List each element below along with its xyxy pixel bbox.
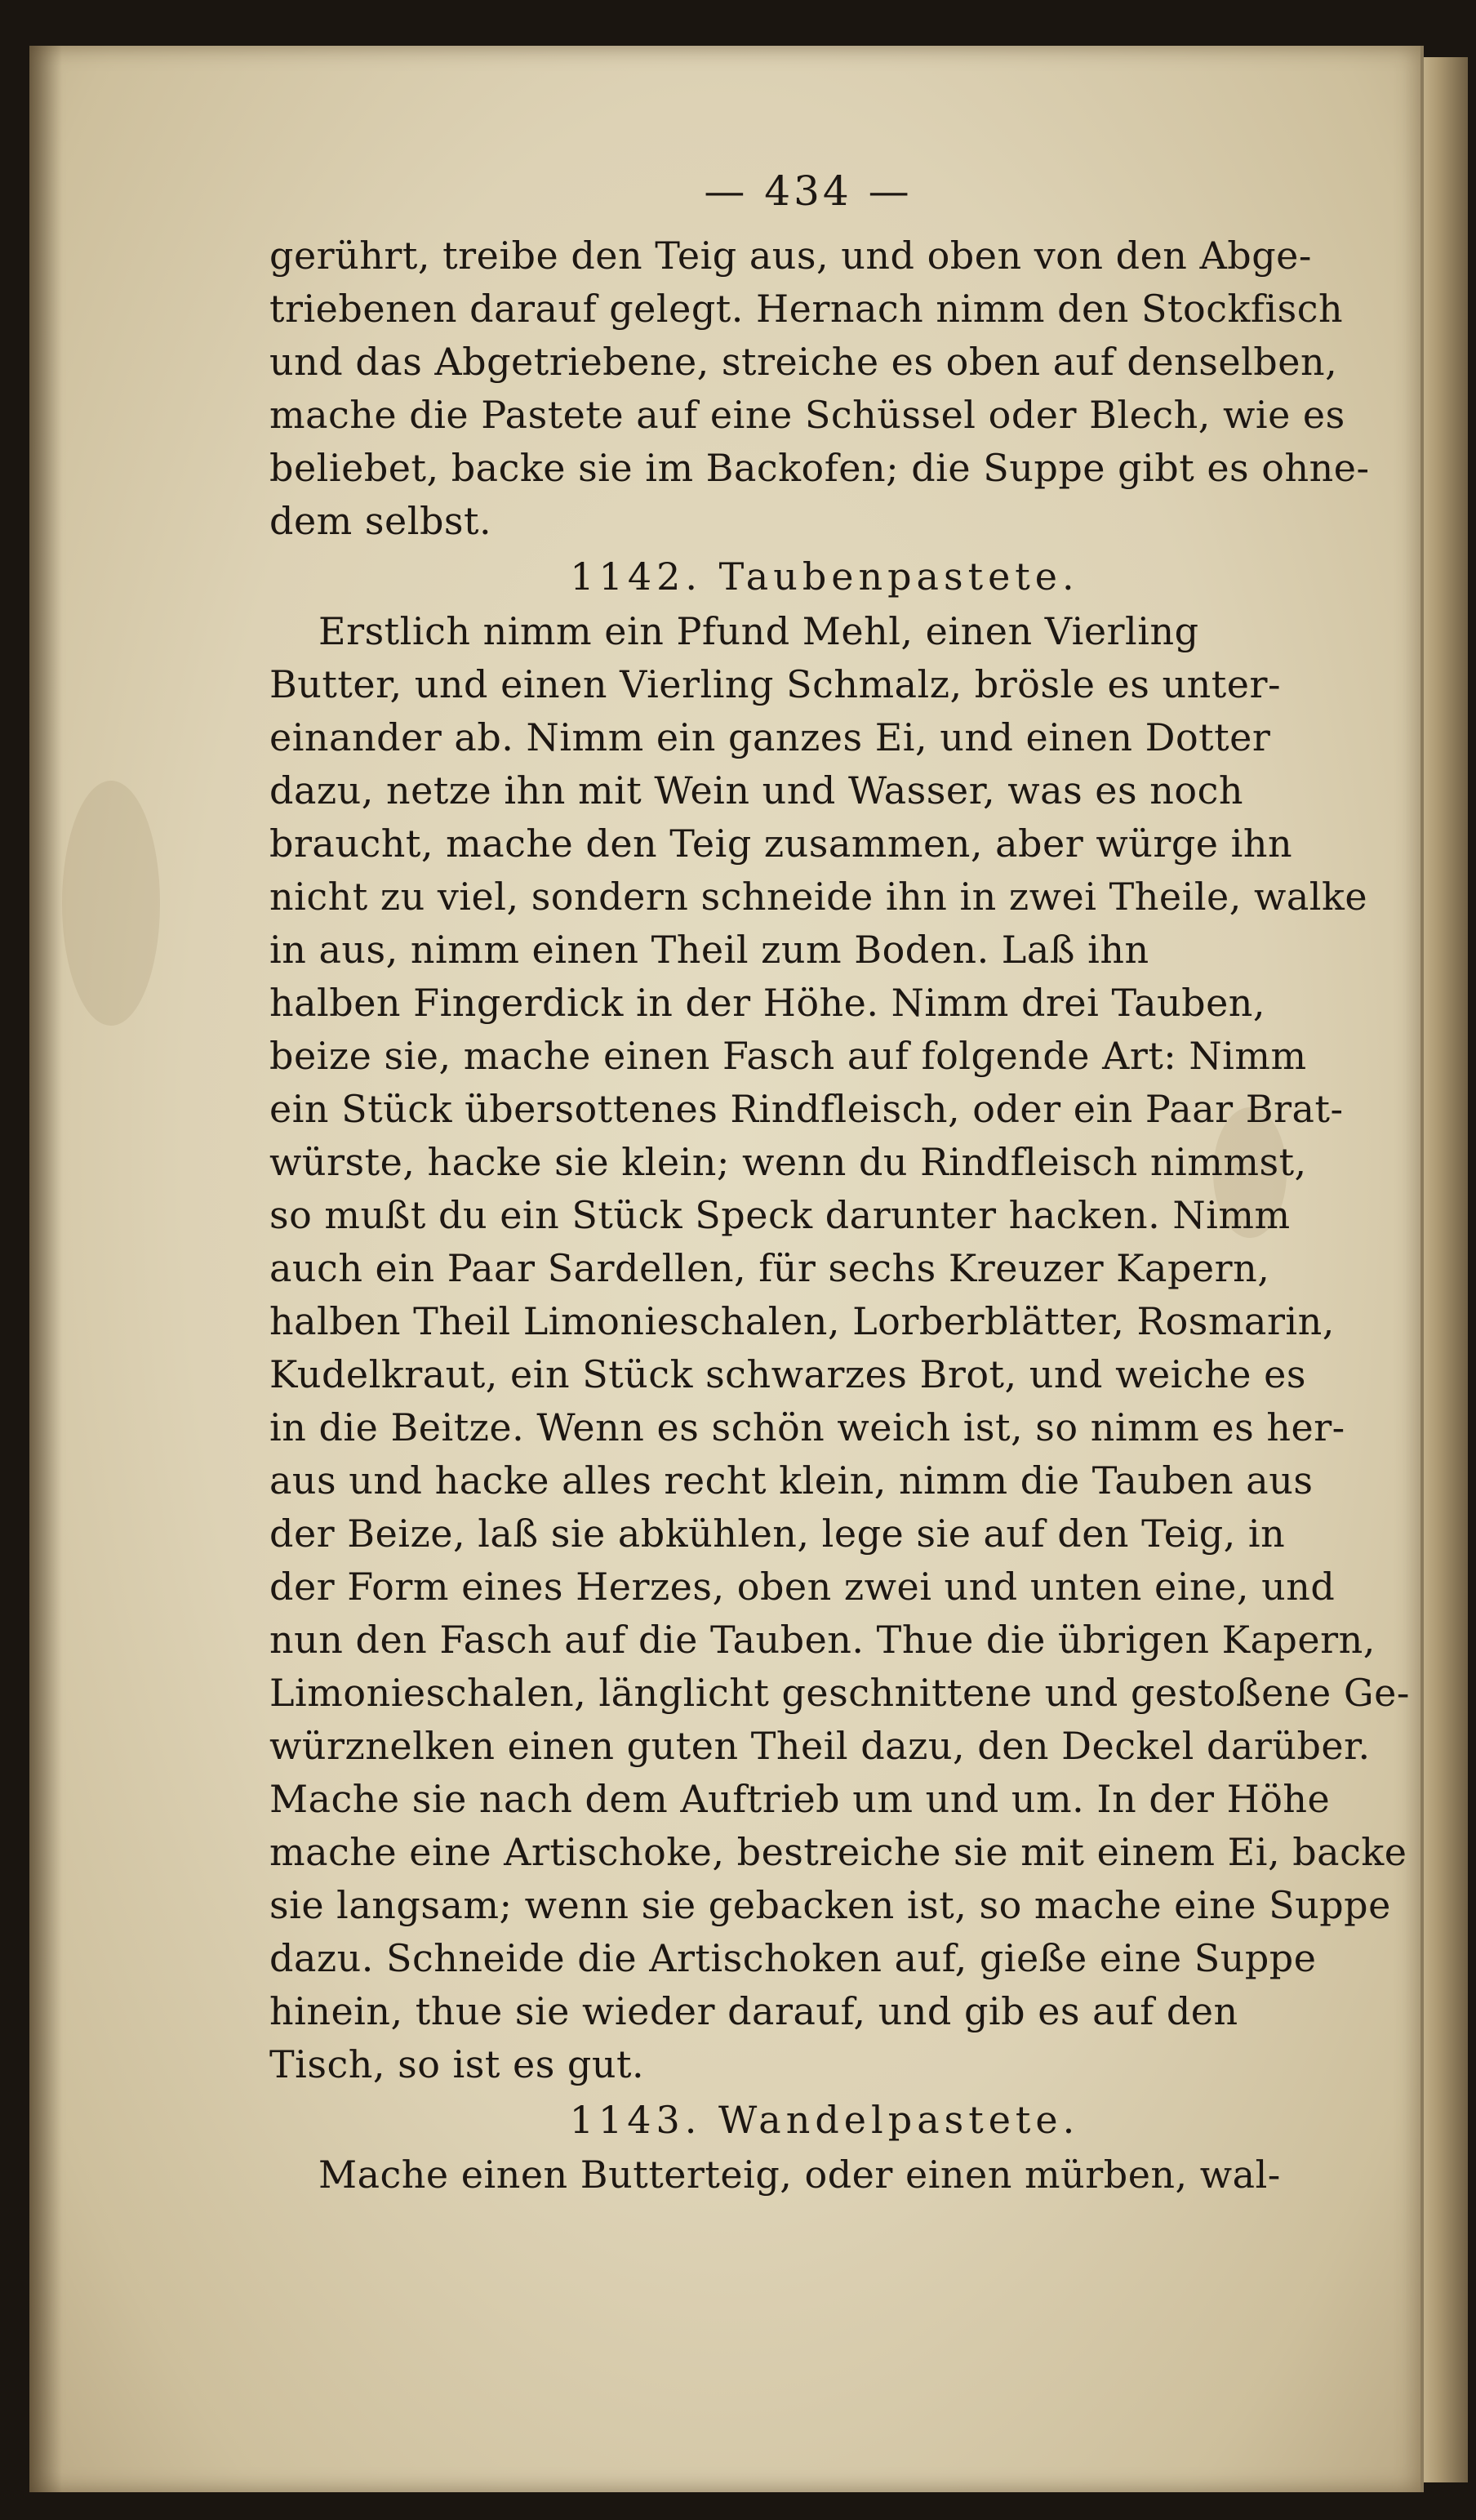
text-line: halben Fingerdick in der Höhe. Nimm drei Tauben, bbox=[269, 981, 1266, 1025]
text-line: sie langsam; wenn sie gebacken ist, so mache eine Suppe bbox=[269, 1883, 1391, 1927]
text-line: mache die Pastete auf eine Schüssel oder Blech, wie es bbox=[269, 393, 1345, 437]
text-line: Mache sie nach dem Auftrieb um und um. In der Höhe bbox=[269, 1777, 1331, 1821]
text-line: Tisch, so ist es gut. bbox=[269, 2042, 645, 2086]
text-line: mache eine Artischoke, bestreiche sie mit einem Ei, backe bbox=[269, 1830, 1407, 1874]
text-line: aus und hacke alles recht klein, nimm die Tauben aus bbox=[269, 1458, 1314, 1503]
text-line: Erstlich nimm ein Pfund Mehl, einen Vierling bbox=[318, 609, 1199, 653]
text-line: beize sie, mache einen Fasch auf folgende Art: Nimm bbox=[269, 1034, 1307, 1078]
paper-stain bbox=[62, 781, 160, 1026]
recipe-body-1142 bbox=[269, 605, 1410, 2091]
recipe-body-1143 bbox=[269, 2148, 1380, 2202]
text-line: so mußt du ein Stück Speck darunter hacken. Nimm bbox=[269, 1193, 1291, 1237]
text-line: der Form eines Herzes, oben zwei und unten eine, und bbox=[269, 1565, 1336, 1609]
text-line: Kudelkraut, ein Stück schwarzes Brot, und weiche es bbox=[269, 1352, 1306, 1396]
text-line: dem selbst. bbox=[269, 499, 492, 543]
text-line: beliebet, backe sie im Backofen; die Suppe gibt es ohne- bbox=[269, 446, 1370, 490]
page-text bbox=[269, 167, 1410, 2202]
text-line: in aus, nimm einen Theil zum Boden. Laß ihn bbox=[269, 928, 1149, 972]
text-line: nicht zu viel, sondern schneide ihn in zwei Theile, walke bbox=[269, 875, 1368, 919]
gutter-shadow bbox=[29, 46, 62, 2492]
text-line: Butter, und einen Vierling Schmalz, brösle es unter- bbox=[269, 662, 1281, 706]
text-line: hinein, thue sie wieder darauf, und gib es auf den bbox=[269, 1989, 1238, 2033]
text-line: würznelken einen guten Theil dazu, den Deckel darüber. bbox=[269, 1724, 1371, 1768]
continued-paragraph bbox=[269, 229, 1380, 548]
text-line: dazu, netze ihn mit Wein und Wasser, was es noch bbox=[269, 768, 1243, 813]
text-line: gerührt, treibe den Teig aus, und oben von den Abge- bbox=[269, 234, 1312, 278]
page-edge bbox=[1420, 57, 1468, 2482]
text-line: Mache einen Butterteig, oder einen mürben, wal- bbox=[318, 2153, 1281, 2197]
text-line: auch ein Paar Sardellen, für sechs Kreuzer Kapern, bbox=[269, 1246, 1270, 1290]
text-line: halben Theil Limonieschalen, Lorberblätter, Rosmarin, bbox=[269, 1299, 1335, 1343]
text-line: einander ab. Nimm ein ganzes Ei, und einen Dotter bbox=[269, 715, 1271, 759]
text-line: würste, hacke sie klein; wenn du Rindfleisch nimmst, bbox=[269, 1140, 1307, 1184]
page-number: — 434 — bbox=[704, 167, 913, 215]
text-line: dazu. Schneide die Artischoken auf, gieße eine Suppe bbox=[269, 1936, 1317, 1980]
recipe-heading-1142: 1142. Taubenpastete. bbox=[570, 554, 1079, 599]
text-line: und das Abgetriebene, streiche es oben auf denselben, bbox=[269, 340, 1338, 384]
text-line: der Beize, laß sie abkühlen, lege sie auf den Teig, in bbox=[269, 1512, 1286, 1556]
text-line: in die Beitze. Wenn es schön weich ist, so nimm es her- bbox=[269, 1405, 1345, 1449]
text-line: ein Stück übersottenes Rindfleisch, oder ein Paar Brat- bbox=[269, 1087, 1344, 1131]
text-line: nun den Fasch auf die Tauben. Thue die übrigen Kapern, bbox=[269, 1618, 1376, 1662]
text-line: Limonieschalen, länglicht geschnittene und gestoßene Ge- bbox=[269, 1671, 1410, 1715]
recipe-heading-1143: 1143. Wandelpastete. bbox=[569, 2098, 1080, 2142]
text-line: triebenen darauf gelegt. Hernach nimm den Stockfisch bbox=[269, 287, 1344, 331]
text-line: braucht, mache den Teig zusammen, aber würge ihn bbox=[269, 821, 1293, 866]
